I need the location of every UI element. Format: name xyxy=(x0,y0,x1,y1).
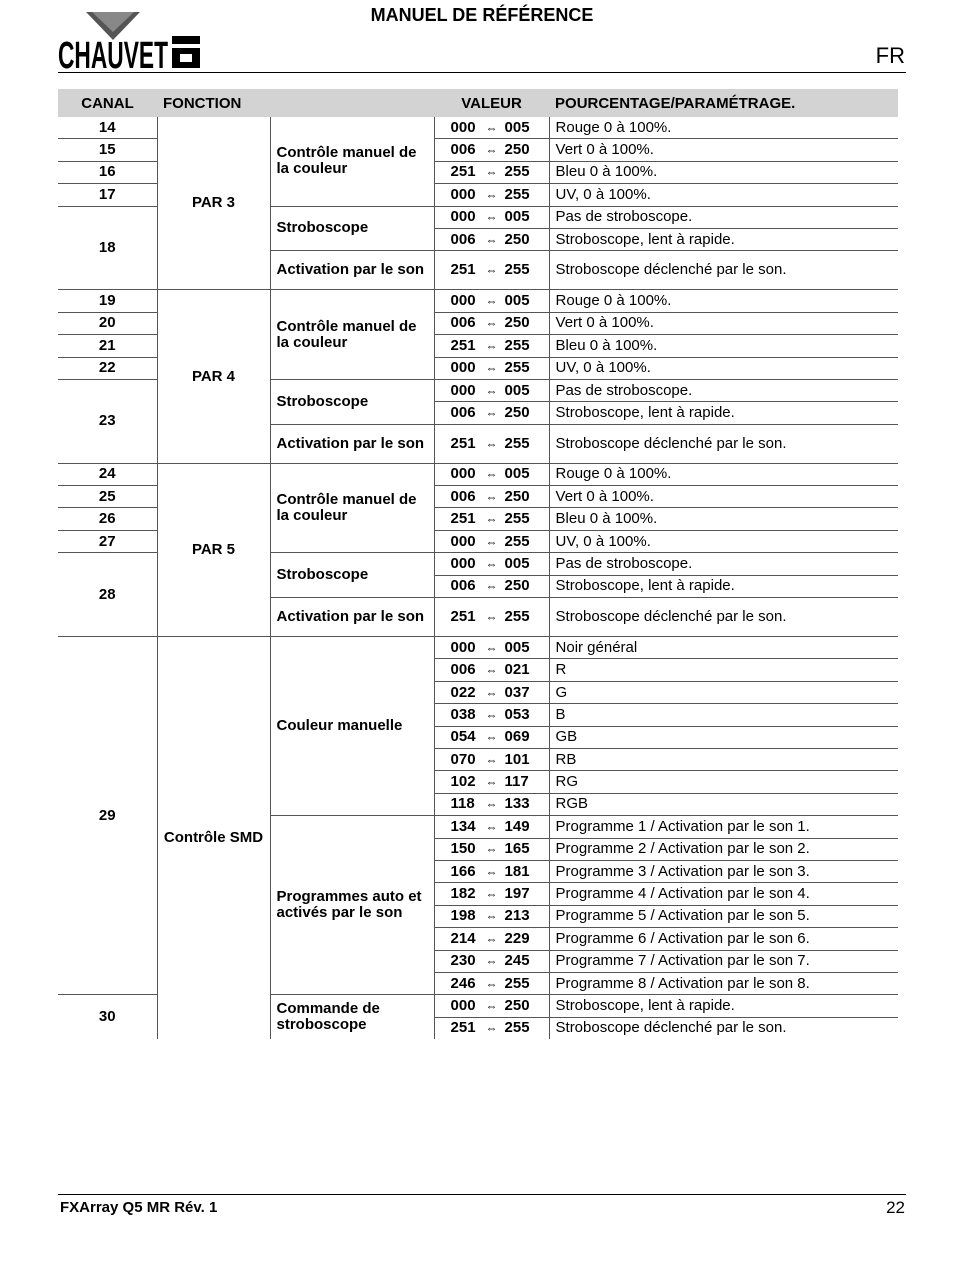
header-pourcentage: POURCENTAGE/PARAMÉTRAGE. xyxy=(549,89,898,117)
setting-description: Pas de stroboscope. xyxy=(549,553,898,575)
value-range: 006 ⇔ 021 xyxy=(434,659,549,681)
setting-description: UV, 0 à 100%. xyxy=(549,357,898,379)
channel-number: 18 xyxy=(58,206,157,290)
double-arrow-icon: ⇔ xyxy=(485,232,498,247)
setting-description: RGB xyxy=(549,793,898,815)
value-range: 000 ⇔ 005 xyxy=(434,290,549,312)
setting-description: GB xyxy=(549,726,898,748)
double-arrow-icon: ⇔ xyxy=(485,294,498,309)
value-range: 000 ⇔ 005 xyxy=(434,206,549,228)
value-range: 230 ⇔ 245 xyxy=(434,950,549,972)
value-range: 000 ⇔ 255 xyxy=(434,530,549,552)
function-label: Contrôle manuel de la couleur xyxy=(270,290,434,380)
function-label: Activation par le son xyxy=(270,424,434,463)
header-canal: CANAL xyxy=(58,89,157,117)
function-label: Contrôle manuel de la couleur xyxy=(270,117,434,206)
double-arrow-icon: ⇔ xyxy=(485,467,498,482)
double-arrow-icon: ⇔ xyxy=(485,534,498,549)
double-arrow-icon: ⇔ xyxy=(485,842,498,857)
value-range: 251 ⇔ 255 xyxy=(434,424,549,463)
footer-divider xyxy=(58,1194,906,1195)
double-arrow-icon: ⇔ xyxy=(485,752,498,767)
setting-description: UV, 0 à 100%. xyxy=(549,184,898,206)
setting-description: Programme 7 / Activation par le son 7. xyxy=(549,950,898,972)
group-label: PAR 4 xyxy=(157,290,270,463)
channel-number: 30 xyxy=(58,995,157,1039)
double-arrow-icon: ⇔ xyxy=(485,707,498,722)
setting-description: Pas de stroboscope. xyxy=(549,379,898,401)
double-arrow-icon: ⇔ xyxy=(485,730,498,745)
function-label: Programmes auto et activés par le son xyxy=(270,816,434,995)
value-range: 000 ⇔ 250 xyxy=(434,995,549,1017)
value-range: 198 ⇔ 213 xyxy=(434,905,549,927)
function-label: Stroboscope xyxy=(270,553,434,598)
setting-description: Bleu 0 à 100%. xyxy=(549,508,898,530)
double-arrow-icon: ⇔ xyxy=(485,556,498,571)
function-label: Stroboscope xyxy=(270,379,434,424)
value-range: 251 ⇔ 255 xyxy=(434,251,549,290)
setting-description: B xyxy=(549,704,898,726)
setting-description: Stroboscope, lent à rapide. xyxy=(549,402,898,424)
setting-description: Programme 2 / Activation par le son 2. xyxy=(549,838,898,860)
setting-description: Pas de stroboscope. xyxy=(549,206,898,228)
setting-description: RG xyxy=(549,771,898,793)
setting-description: Programme 5 / Activation par le son 5. xyxy=(549,905,898,927)
setting-description: Rouge 0 à 100%. xyxy=(549,290,898,312)
value-range: 118 ⇔ 133 xyxy=(434,793,549,815)
double-arrow-icon: ⇔ xyxy=(485,864,498,879)
value-range: 000 ⇔ 255 xyxy=(434,357,549,379)
setting-description: Bleu 0 à 100%. xyxy=(549,335,898,357)
double-arrow-icon: ⇔ xyxy=(485,143,498,158)
double-arrow-icon: ⇔ xyxy=(485,489,498,504)
value-range: 054 ⇔ 069 xyxy=(434,726,549,748)
double-arrow-icon: ⇔ xyxy=(485,909,498,924)
function-label: Contrôle manuel de la couleur xyxy=(270,463,434,553)
double-arrow-icon: ⇔ xyxy=(485,512,498,527)
channel-number: 17 xyxy=(58,184,157,206)
function-label: Activation par le son xyxy=(270,598,434,637)
document-title: MANUEL DE RÉFÉRENCE xyxy=(370,5,594,25)
value-range: 070 ⇔ 101 xyxy=(434,748,549,770)
svg-text:CHAUVET: CHAUVET xyxy=(58,35,168,77)
value-range: 006 ⇔ 250 xyxy=(434,312,549,334)
channel-number: 28 xyxy=(58,553,157,637)
setting-description: Vert 0 à 100%. xyxy=(549,486,898,508)
double-arrow-icon: ⇔ xyxy=(485,263,498,278)
channel-number: 29 xyxy=(58,637,157,995)
value-range: 000 ⇔ 255 xyxy=(434,184,549,206)
setting-description: Rouge 0 à 100%. xyxy=(549,463,898,485)
double-arrow-icon: ⇔ xyxy=(485,165,498,180)
channel-number: 15 xyxy=(58,139,157,161)
header-fonction: FONCTION xyxy=(157,89,434,117)
document-name: FXArray Q5 MR Rév. 1 xyxy=(60,1199,218,1216)
setting-description: Vert 0 à 100%. xyxy=(549,139,898,161)
table-row xyxy=(58,290,898,312)
setting-description: Programme 3 / Activation par le son 3. xyxy=(549,860,898,882)
double-arrow-icon: ⇔ xyxy=(485,663,498,678)
double-arrow-icon: ⇔ xyxy=(485,436,498,451)
value-range: 000 ⇔ 005 xyxy=(434,117,549,139)
value-range: 246 ⇔ 255 xyxy=(434,972,549,994)
channel-number: 27 xyxy=(58,530,157,552)
value-range: 182 ⇔ 197 xyxy=(434,883,549,905)
channel-number: 16 xyxy=(58,161,157,183)
table-header-row xyxy=(58,89,898,117)
function-label: Stroboscope xyxy=(270,206,434,251)
table-row xyxy=(58,463,898,485)
value-range: 150 ⇔ 165 xyxy=(434,838,549,860)
setting-description: Stroboscope, lent à rapide. xyxy=(549,575,898,597)
double-arrow-icon: ⇔ xyxy=(485,887,498,902)
value-range: 006 ⇔ 250 xyxy=(434,139,549,161)
setting-description: Programme 8 / Activation par le son 8. xyxy=(549,972,898,994)
double-arrow-icon: ⇔ xyxy=(485,931,498,946)
setting-description: UV, 0 à 100%. xyxy=(549,530,898,552)
channel-number: 21 xyxy=(58,335,157,357)
double-arrow-icon: ⇔ xyxy=(485,361,498,376)
setting-description: Stroboscope, lent à rapide. xyxy=(549,995,898,1017)
double-arrow-icon: ⇔ xyxy=(485,383,498,398)
setting-description: Rouge 0 à 100%. xyxy=(549,117,898,139)
double-arrow-icon: ⇔ xyxy=(485,640,498,655)
channel-number: 23 xyxy=(58,379,157,463)
group-label: PAR 5 xyxy=(157,463,270,636)
setting-description: RB xyxy=(549,748,898,770)
group-label: Contrôle SMD xyxy=(157,637,270,1040)
value-range: 000 ⇔ 005 xyxy=(434,379,549,401)
channel-number: 20 xyxy=(58,312,157,334)
value-range: 000 ⇔ 005 xyxy=(434,553,549,575)
double-arrow-icon: ⇔ xyxy=(485,998,498,1013)
header-valeur: VALEUR xyxy=(434,89,549,117)
setting-description: Programme 4 / Activation par le son 4. xyxy=(549,883,898,905)
table-row xyxy=(58,637,898,659)
setting-description: R xyxy=(549,659,898,681)
value-range: 251 ⇔ 255 xyxy=(434,335,549,357)
double-arrow-icon: ⇔ xyxy=(485,610,498,625)
value-range: 166 ⇔ 181 xyxy=(434,860,549,882)
setting-description: Vert 0 à 100%. xyxy=(549,312,898,334)
value-range: 022 ⇔ 037 xyxy=(434,681,549,703)
function-label: Activation par le son xyxy=(270,251,434,290)
setting-description: Stroboscope déclenché par le son. xyxy=(555,1019,787,1037)
value-range: 102 ⇔ 117 xyxy=(434,771,549,793)
page-number: 22 xyxy=(886,1198,905,1217)
double-arrow-icon: ⇔ xyxy=(485,1021,498,1036)
setting-description: Programme 6 / Activation par le son 6. xyxy=(549,928,898,950)
value-range: 006 ⇔ 250 xyxy=(434,402,549,424)
double-arrow-icon: ⇔ xyxy=(485,338,498,353)
value-range: 214 ⇔ 229 xyxy=(434,928,549,950)
dmx-channel-table xyxy=(58,89,898,1039)
group-label: PAR 3 xyxy=(157,117,270,290)
setting-description: Bleu 0 à 100%. xyxy=(549,161,898,183)
double-arrow-icon: ⇔ xyxy=(485,405,498,420)
setting-description: Stroboscope déclenché par le son. xyxy=(549,251,898,290)
table-row xyxy=(58,117,898,139)
value-range: 006 ⇔ 250 xyxy=(434,228,549,250)
value-range: 000 ⇔ 005 xyxy=(434,637,549,659)
function-label: Couleur manuelle xyxy=(270,637,434,816)
value-range: 006 ⇔ 250 xyxy=(434,575,549,597)
header-divider xyxy=(58,72,906,73)
value-range: 251 ⇔ 255 xyxy=(434,508,549,530)
language-code: FR xyxy=(875,43,905,68)
double-arrow-icon: ⇔ xyxy=(485,210,498,225)
setting-description: Stroboscope déclenché par le son. xyxy=(549,598,898,637)
value-range: 000 ⇔ 005 xyxy=(434,463,549,485)
double-arrow-icon: ⇔ xyxy=(485,579,498,594)
setting-description: Stroboscope déclenché par le son. xyxy=(549,424,898,463)
setting-description: Programme 1 / Activation par le son 1. xyxy=(549,816,898,838)
channel-number: 22 xyxy=(58,357,157,379)
double-arrow-icon: ⇔ xyxy=(485,685,498,700)
value-range: 251 ⇔ 255 xyxy=(434,1017,549,1039)
double-arrow-icon: ⇔ xyxy=(485,316,498,331)
double-arrow-icon: ⇔ xyxy=(485,120,498,135)
double-arrow-icon: ⇔ xyxy=(485,187,498,202)
setting-description: Stroboscope, lent à rapide. xyxy=(549,228,898,250)
channel-number: 25 xyxy=(58,486,157,508)
channel-number: 24 xyxy=(58,463,157,485)
setting-description: Noir général xyxy=(549,637,898,659)
channel-number: 19 xyxy=(58,290,157,312)
double-arrow-icon: ⇔ xyxy=(485,797,498,812)
setting-description: G xyxy=(549,681,898,703)
double-arrow-icon: ⇔ xyxy=(485,954,498,969)
double-arrow-icon: ⇔ xyxy=(485,976,498,991)
channel-number: 14 xyxy=(58,117,157,139)
value-range: 251 ⇔ 255 xyxy=(434,161,549,183)
function-label: Commande de stroboscope xyxy=(270,995,434,1039)
double-arrow-icon: ⇔ xyxy=(485,775,498,790)
value-range: 134 ⇔ 149 xyxy=(434,816,549,838)
value-range: 038 ⇔ 053 xyxy=(434,704,549,726)
value-range: 251 ⇔ 255 xyxy=(434,598,549,637)
value-range: 006 ⇔ 250 xyxy=(434,486,549,508)
double-arrow-icon: ⇔ xyxy=(485,819,498,834)
channel-number: 26 xyxy=(58,508,157,530)
